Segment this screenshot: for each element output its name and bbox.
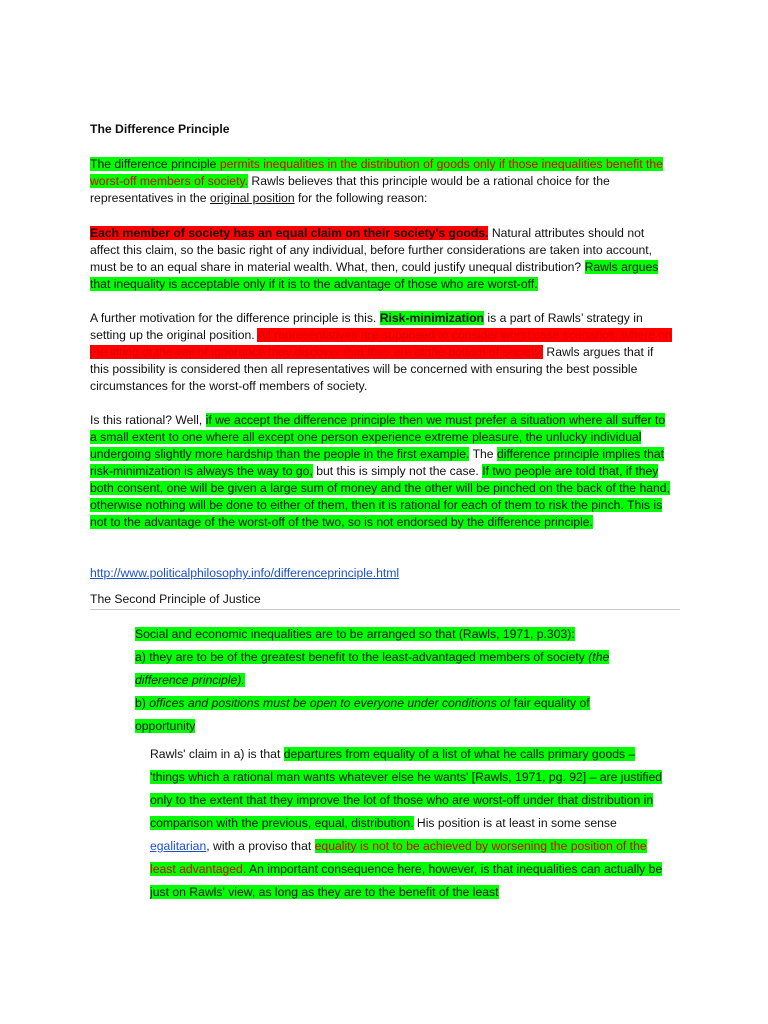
highlight-green-red-text: permits inequalities in the distribution of goods only if those inequalities benefit the worst-off members of society. [90, 157, 663, 188]
paragraph-equal-claim [90, 225, 675, 293]
plain-text: Rawls argues that if this possibility is considered then all representatives will be concerned with ensuring the best possible circumstances for the worst-off members of society. [90, 345, 654, 393]
highlight-green: if we accept the difference principle then we must prefer a situation where all suffer to a small extent to one where all except one person experience extreme pleasure, the unlucky individual undergoing slightly more hardship than the people in the first example. [90, 413, 666, 461]
highlight-green-red-text: equality is not to be achieved by worsening the position of the least advantaged. [150, 839, 647, 876]
highlight-green: a) they are to be of the greatest benefit to the least-advantaged members of society [135, 650, 589, 664]
underlined-term: original position [209, 191, 295, 205]
highlight-green: Rawls argues that inequality is acceptable only if it is to the advantage of those who are worst-off. [90, 260, 659, 291]
egalitarian-link[interactable]: egalitarian [150, 839, 207, 853]
highlight-green: The difference principle [90, 157, 217, 171]
plain-text: , with a proviso that [206, 839, 315, 853]
paragraph-is-this-rational [90, 412, 675, 531]
highlight-red-bold: Each member of society has an equal claim on their society's goods. [90, 226, 489, 240]
plain-text: Rawls' claim in a) is that [150, 747, 284, 761]
highlight-green: An important consequence here, however, is that inequalities can actually be just on Rawls' view, as long as they are to the benefit of the least [150, 862, 663, 899]
highlight-green: difference principle implies that risk-minimization is always the way to go, [90, 447, 665, 478]
plain-text: Natural attributes should not affect this claim, so the basic right of any individual, before further considerations are taken into account, must be to an equal share in material wealth. What, then, could justify unequal distribution? [90, 226, 653, 274]
highlight-green: fair equality of opportunity [135, 696, 590, 733]
plain-text: His position is at least in some sense [413, 816, 617, 830]
plain-text: A further motivation for the difference principle is this. [90, 311, 380, 325]
highlight-green-bold: Risk-minimization [379, 311, 485, 325]
highlight-green: Social and economic inequalities are to be arranged so that (Rawls, 1971, p.303): [135, 627, 575, 641]
document-title: The Difference Principle [90, 122, 230, 136]
highlight-green: If two people are told that, if they both consent, one will be given a large sum of money and the other will be pinched on the back of the hand, otherwise nothing will be done to either of them, then it is rational for each of them to risk the pinch. This is not to the advantage of the worst-off of the two, so is not endorsed by the difference principle. [90, 464, 670, 529]
paragraph-rawls-claim [150, 743, 672, 904]
quote-clause-a [135, 646, 630, 692]
principle-quote [135, 623, 630, 738]
paragraph-difference-principle-definition [90, 156, 675, 207]
plain-text: The [469, 447, 497, 461]
section-title: The Second Principle of Justice [90, 592, 261, 606]
highlight-green: departures from equality of a list of what he calls primary goods – 'things which a rational man wants whatever else he wants' [Rawls, 1971, pg. 92] – are justified only to the extent that they improve the lot of those who are worst-off under that distribution in comparison with the previous, equal, distribution. [150, 747, 663, 830]
plain-text: Is this rational? Well, [90, 413, 206, 427]
source-link[interactable]: http://www.politicalphilosophy.info/differenceprinciple.html [90, 566, 400, 580]
quote-clause-b [135, 692, 630, 738]
highlight-green: b) [135, 696, 150, 710]
plain-text: but this is simply not the case. [312, 464, 483, 478]
highlight-green-italic: (the difference principle). [135, 650, 610, 687]
section-divider [90, 609, 680, 610]
highlight-red: All representatives are supposed to consider worst case scenarios, where on the lifting of the veil of ignorance they discover that they are at the bottom of society. [90, 328, 672, 359]
quote-intro-line [135, 623, 630, 646]
plain-text: for the following reason: [294, 191, 428, 205]
highlight-green-italic: offices and positions must be open to everyone under conditions of [149, 696, 511, 710]
plain-text: is a part of Rawls’ strategy in setting up the original position. [90, 311, 643, 342]
plain-text: Rawls believes that this principle would be a rational choice for the representatives in the [90, 174, 610, 205]
source-link-line [90, 565, 675, 582]
paragraph-risk-minimization [90, 310, 675, 395]
